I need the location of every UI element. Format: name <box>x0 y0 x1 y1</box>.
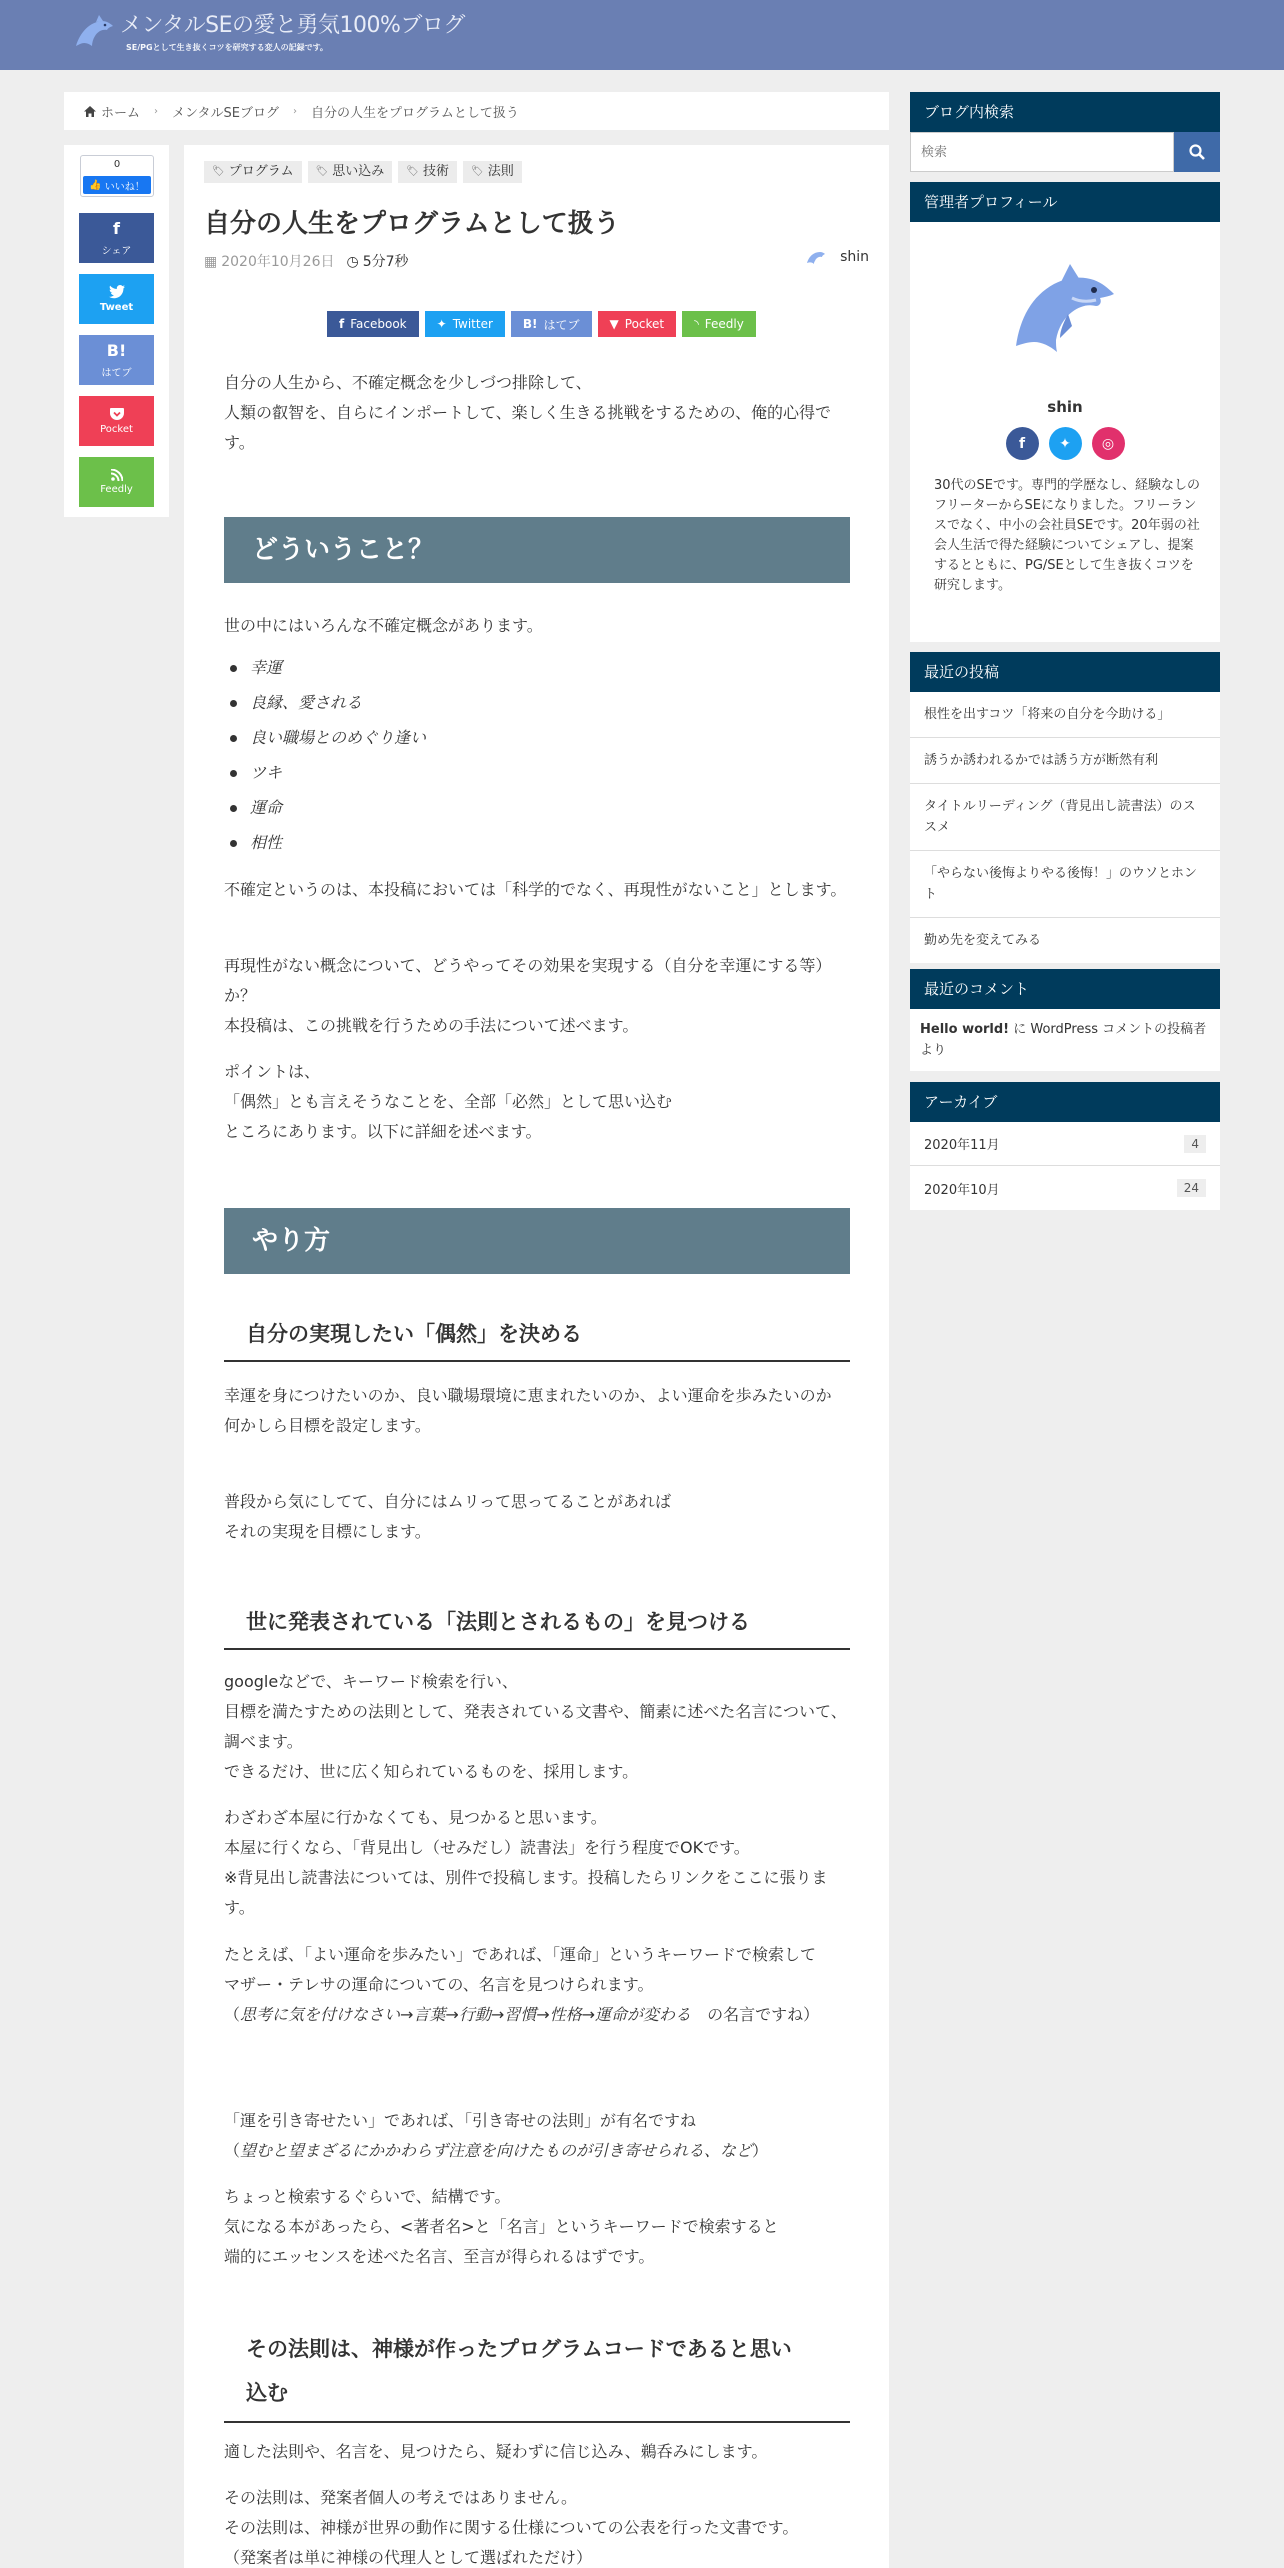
text-line: 普段から気にしてて、自分にはムリって思ってることがあれば <box>224 1492 672 1511</box>
list-item: 良い職場とのめぐり逢い <box>224 720 426 755</box>
text-line: その法則は、神様が作ったプログラムコードであると思い <box>246 2337 792 2361</box>
breadcrumb-home-label: ホーム <box>101 105 141 121</box>
facebook-label: Facebook <box>350 317 407 331</box>
text-line: googleなどで、キーワード検索を行い、 <box>224 1672 518 1691</box>
text-line: 目標を満たすための法則として、発表されている文書や、簡素に述べた名言について、調べます。 <box>224 1702 847 1751</box>
search-button[interactable] <box>1174 132 1220 172</box>
archive-count: 24 <box>1177 1179 1206 1197</box>
facebook-share-label: シェア <box>101 246 132 257</box>
tag-label: プログラム <box>228 164 294 179</box>
paragraph <box>224 2182 850 2272</box>
widget-title: 管理者プロフィール <box>910 182 1220 222</box>
paragraph <box>224 1381 850 1441</box>
text-line: わざわざ本屋に行かなくても、見つかると思います。 <box>224 1808 607 1827</box>
subsection-heading: 世に発表されている「法則とされるもの」を見つける <box>224 1596 850 1650</box>
twitter-share-button-inline[interactable] <box>425 311 505 337</box>
recent-comment <box>910 1009 1220 1071</box>
archive-item[interactable] <box>910 1166 1220 1210</box>
widget-title: ブログ内検索 <box>910 92 1220 132</box>
hatena-icon: B! <box>106 341 127 360</box>
facebook-like-widget[interactable] <box>80 155 154 197</box>
subsection-heading: 自分の実現したい「偶然」を決める <box>224 1308 850 1362</box>
tag-item[interactable] <box>398 161 457 183</box>
pocket-share-label: Pocket <box>100 423 133 435</box>
calendar-icon: ▦ <box>204 254 218 270</box>
text-line: マザー・テレサの運命についての、名言を見つけられます。 <box>224 1975 654 1994</box>
tag-icon: 🏷 <box>212 166 225 177</box>
text-fragment: （ <box>224 2141 241 2160</box>
feedly-share-button-inline[interactable] <box>682 311 756 337</box>
twitter-label: Twitter <box>452 317 493 331</box>
text-line: ところにあります。以下に詳細を述べます。 <box>224 1122 542 1141</box>
clock-icon: ◷ <box>346 254 359 270</box>
facebook-icon: f <box>339 317 345 331</box>
list-item: 良縁、愛される <box>224 685 426 720</box>
pocket-share-button[interactable] <box>79 396 154 446</box>
feedly-share-label: Feedly <box>100 484 133 495</box>
text-line: 何かしら目標を設定します。 <box>224 1416 431 1435</box>
thumbs-up-icon: 👍 <box>89 179 102 191</box>
pocket-label: Pocket <box>624 317 665 331</box>
tag-label: 思い込み <box>332 164 385 179</box>
recent-post-link[interactable]: 誘うか誘われるかでは誘う方が断然有利 <box>910 738 1220 784</box>
paragraph <box>224 2106 850 2166</box>
text-fragment: の名言ですね） <box>691 2005 820 2024</box>
site-subtitle: SE/PGとして生き抜くコツを研究する変人の記録です。 <box>126 43 328 52</box>
text-line: 込む <box>246 2381 288 2405</box>
home-icon <box>84 106 96 117</box>
feedly-label: Feedly <box>704 317 744 331</box>
dolphin-logo-icon <box>72 12 116 52</box>
archive-month: 2020年10月 <box>924 1182 1000 1198</box>
share-column <box>64 145 169 517</box>
text-line: その法則は、神様が世界の動作に関する仕様についての公表を行った文書です。 <box>224 2518 799 2537</box>
list-item: 運命 <box>224 790 426 825</box>
text-line: 本屋に行くなら、「背見出し（せみだし）読書法」を行う程度でOKです。 <box>224 1838 750 1857</box>
chevron-right-icon: › <box>154 105 159 117</box>
text-line: （発案者は単に神様の代理人として選ばれただけ） <box>224 2548 593 2567</box>
rss-icon <box>111 469 123 481</box>
tag-icon: 🏷 <box>315 166 329 177</box>
post-author[interactable] <box>806 249 869 265</box>
sidebar-archive-widget <box>910 1082 1220 1210</box>
archive-count: 4 <box>1184 1135 1206 1153</box>
text-line: その法則は、発案者個人の考えではありません。 <box>224 2488 577 2507</box>
paragraph <box>224 951 850 1041</box>
search-icon <box>1189 144 1205 160</box>
post-title: 自分の人生をプログラムとして扱う <box>204 209 620 239</box>
profile-name: shin <box>1047 398 1083 416</box>
intro-paragraph <box>224 368 850 458</box>
paragraph: 適した法則や、名言を、見つけたら、疑わずに信じ込み、鵜呑みにします。 <box>224 2442 768 2461</box>
sidebar-profile-widget <box>910 182 1220 642</box>
read-time: 5分7秒 <box>362 254 409 270</box>
breadcrumb <box>64 92 889 130</box>
text-fragment: ） <box>752 2141 769 2160</box>
pocket-icon <box>110 408 124 421</box>
paragraph <box>224 1057 850 1147</box>
text-line <box>224 2136 850 2166</box>
text-line: 人類の叡智を、自らにインポートして、楽しく生きる挑戦をするための、俺的心得です。 <box>224 403 832 452</box>
tag-label: 法則 <box>487 164 514 179</box>
twitter-icon: ✦ <box>436 317 447 331</box>
paragraph <box>224 1940 850 2030</box>
text-line: 自分の人生から、不確定概念を少しづつ排除して、 <box>224 373 592 392</box>
tag-item[interactable] <box>463 161 522 183</box>
sidebar-recent-posts-widget <box>910 652 1220 963</box>
paragraph <box>224 1803 850 1923</box>
twitter-icon <box>109 285 125 299</box>
post-date: 2020年10月26日 <box>221 254 335 270</box>
text-line: 幸運を身につけたいのか、良い職場環境に恵まれたいのか、よい運命を歩みたいのか <box>224 1386 832 1405</box>
comment-post-link[interactable]: Hello world! <box>920 1022 1010 1037</box>
archive-item[interactable] <box>910 1122 1220 1166</box>
widget-title: アーカイブ <box>910 1082 1220 1122</box>
site-title[interactable]: メンタルSEの愛と勇気100%ブログ <box>120 13 465 38</box>
bullet-list <box>224 650 426 860</box>
post-meta <box>204 251 409 271</box>
pocket-icon: ▼ <box>609 317 619 331</box>
text-line: ちょっと検索するぐらいで、結構です。 <box>224 2187 511 2206</box>
list-item: ツキ <box>224 755 426 790</box>
text-line: 本投稿は、この挑戦を行うための手法について述べます。 <box>224 1016 639 1035</box>
tag-item[interactable] <box>204 161 302 183</box>
hatena-icon: B! <box>522 317 538 331</box>
section-heading: やり方 <box>224 1208 850 1274</box>
article-main <box>184 145 889 2568</box>
recent-post-link[interactable]: 勤め先を変えてみる <box>924 933 1042 948</box>
tag-list <box>204 161 522 183</box>
author-avatar-icon <box>806 249 826 265</box>
text-line: できるだけ、世に広く知られているものを、採用します。 <box>224 1762 639 1781</box>
tag-icon: 🏷 <box>471 166 484 177</box>
list-item: 相性 <box>224 825 426 860</box>
sidebar-recent-comments-widget <box>910 969 1220 1071</box>
instagram-icon[interactable]: ◎ <box>1092 427 1125 460</box>
recent-post-link[interactable]: 根性を出すコツ「将来の自分を今助ける」 <box>910 692 1220 738</box>
sidebar-search-widget <box>910 92 1220 172</box>
pocket-share-button-inline[interactable] <box>598 311 677 337</box>
text-fragment: より <box>920 1043 947 1058</box>
rss-icon: ◝ <box>694 317 699 331</box>
profile-description: 30代のSEです。専門的学歴なし、経験なしのフリーターからSEになりました。フリーランスでなく、中小の会社員SEです。20年弱の社会人生活で得た経験についてシェアし、提案するとともに、PG/SEとして生き抜くコツを研究します。 <box>934 478 1200 593</box>
text-fragment: に <box>1009 1022 1031 1037</box>
dolphin-avatar-icon <box>1010 258 1120 358</box>
recent-post-link[interactable]: 「やらない後悔よりやる後悔！」のウソとホント <box>910 851 1220 918</box>
text-line: たとえば、「よい運命を歩みたい」であれば、「運命」というキーワードで検索して <box>224 1945 817 1964</box>
subsection-heading <box>224 2323 850 2423</box>
widget-title: 最近の投稿 <box>910 652 1220 692</box>
site-header <box>0 0 1284 70</box>
breadcrumb-current: 自分の人生をプログラムとして扱う <box>310 105 519 121</box>
text-line: ポイントは、 <box>224 1062 321 1081</box>
quote-text: 望むと望まざるにかかわらず注意を向けたものが引き寄せられる、など <box>240 2141 753 2160</box>
paragraph <box>224 2483 850 2568</box>
facebook-share-button[interactable] <box>79 213 154 263</box>
tag-item[interactable] <box>308 161 393 183</box>
site-logo[interactable] <box>72 12 465 53</box>
paragraph <box>224 1667 850 1787</box>
breadcrumb-category[interactable]: メンタルSEブログ <box>172 105 279 121</box>
text-line: それの実現を目標にします。 <box>224 1522 431 1541</box>
feedly-share-button[interactable] <box>79 457 154 507</box>
widget-title: 最近のコメント <box>910 969 1220 1009</box>
hatena-share-button[interactable] <box>79 335 154 385</box>
section-heading: どういうこと？ <box>224 517 850 583</box>
text-line: 「運を引き寄せたい」であれば、「引き寄せの法則」が有名ですね <box>224 2111 697 2130</box>
tag-label: 技術 <box>423 164 450 179</box>
list-item: 幸運 <box>224 650 426 685</box>
like-label: いいね！ <box>104 181 145 193</box>
like-count: 0 <box>113 159 121 170</box>
paragraph: 不確定というのは、本投稿においては「科学的でなく、再現性がないこと」とします。 <box>224 880 847 899</box>
archive-month: 2020年11月 <box>924 1138 1000 1153</box>
twitter-share-button[interactable] <box>79 274 154 324</box>
text-line: 気になる本があったら、<著者名>と「名言」というキーワードで検索すると <box>224 2217 779 2236</box>
breadcrumb-home[interactable] <box>84 102 140 121</box>
text-line <box>224 2000 850 2030</box>
hatena-share-button-inline[interactable] <box>511 311 592 337</box>
twitter-share-label: Tweet <box>99 302 134 313</box>
text-line: 再現性がない概念について、どうやってその効果を実現する（自分を幸運にする等）か？ <box>224 956 832 1005</box>
sns-share-row <box>327 311 756 337</box>
hatena-label: はてブ <box>543 317 580 332</box>
text-line: 端的にエッセンスを述べた名言、至言が得られるはずです。 <box>224 2247 655 2266</box>
text-fragment: （ <box>224 2005 241 2024</box>
twitter-icon[interactable]: ✦ <box>1049 427 1082 460</box>
facebook-icon[interactable]: f <box>1006 427 1039 460</box>
text-line: ※背見出し読書法については、別件で投稿します。投稿したらリンクをここに張ります。 <box>224 1868 828 1917</box>
text-line: 「偶然」とも言えそうなことを、全部「必然」として思い込む <box>224 1092 673 1111</box>
paragraph: 世の中にはいろんな不確定概念があります。 <box>224 616 543 635</box>
hatena-share-label: はてブ <box>101 368 132 379</box>
facebook-icon: f <box>113 219 120 238</box>
comment-author-link[interactable]: WordPress コメントの投稿者 <box>1030 1022 1207 1037</box>
facebook-share-button-inline[interactable] <box>327 311 419 337</box>
recent-post-link[interactable]: タイトルリーディング（背見出し読書法）のススメ <box>910 784 1220 851</box>
chevron-right-icon: › <box>292 105 297 117</box>
paragraph <box>224 1487 850 1547</box>
author-name: shin <box>840 249 869 265</box>
tag-icon: 🏷 <box>406 166 419 177</box>
profile-social-links <box>910 427 1220 460</box>
quote-text: 思考に気を付けなさい→言葉→行動→習慣→性格→運命が変わる <box>240 2005 692 2024</box>
search-input[interactable] <box>910 132 1174 172</box>
like-button[interactable] <box>83 176 151 194</box>
